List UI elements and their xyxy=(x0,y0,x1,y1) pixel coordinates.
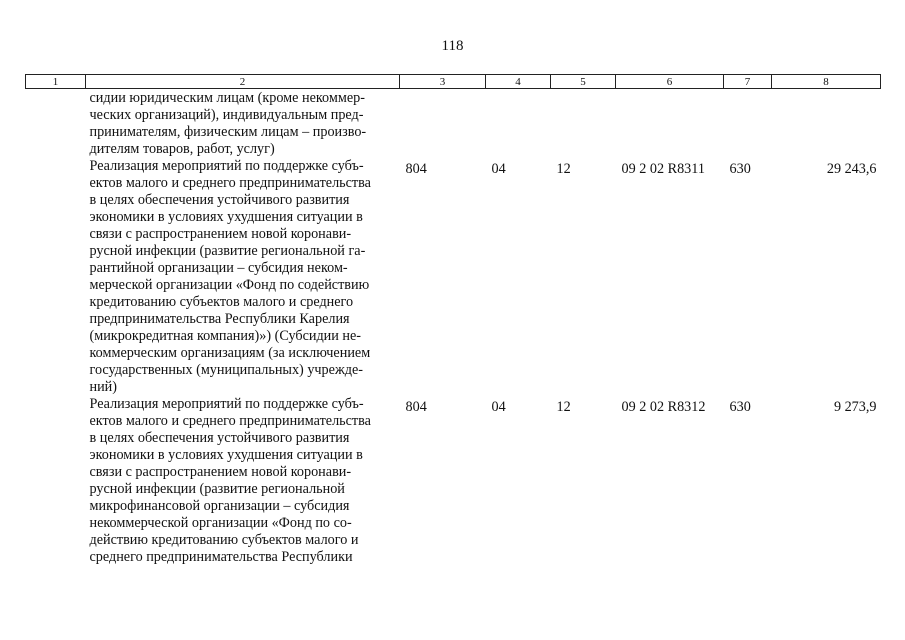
target-article-code xyxy=(616,89,724,159)
column-header-2: 2 xyxy=(86,75,400,89)
column-header-1: 1 xyxy=(26,75,86,89)
description-line: экономики в условиях ухудшения ситуации в xyxy=(89,209,363,225)
expense-type-code xyxy=(724,89,772,159)
ministry-code xyxy=(400,89,486,159)
description-line: в целях обеспечения устойчивого развития xyxy=(89,192,350,208)
description-line: дителям товаров, работ, услуг) xyxy=(89,141,275,157)
target-article-code: 09 2 02 R8311 xyxy=(621,161,705,177)
expense-description xyxy=(86,158,400,396)
ministry-code: 804 xyxy=(405,161,427,177)
subsection-code xyxy=(551,89,616,159)
column-number-header-row xyxy=(26,75,881,89)
description-line: предпринимательства Республики Карелия xyxy=(89,311,350,327)
column-header-3: 3 xyxy=(400,75,486,89)
description-line: ектов малого и среднего предпринимательства xyxy=(89,175,371,191)
table-row xyxy=(26,396,881,566)
description-line: мерческой организации «Фонд по содействию xyxy=(89,277,370,293)
description-line: принимателям, физическим лицам – произво- xyxy=(89,124,367,140)
row-index-cell xyxy=(26,396,86,566)
column-header-8: 8 xyxy=(772,75,881,89)
row-index-cell xyxy=(26,89,86,159)
column-header-6: 6 xyxy=(616,75,724,89)
description-line: рантийной организации – субсидия неком- xyxy=(89,260,348,276)
expense-description xyxy=(86,89,400,159)
expense-description xyxy=(86,396,400,566)
description-line: кредитованию субъектов малого и среднего xyxy=(89,294,354,310)
target-article-code: 09 2 02 R8312 xyxy=(621,399,706,415)
column-header-4: 4 xyxy=(486,75,551,89)
table-row xyxy=(26,89,881,159)
description-line: действию кредитованию субъектов малого и xyxy=(89,532,359,548)
description-line: связи с распространением новой коронави- xyxy=(89,464,352,480)
section-code: 04 xyxy=(491,161,506,177)
amount-value: 9 273,9 xyxy=(833,399,877,415)
description-line: государственных (муниципальных) учрежде- xyxy=(89,362,363,378)
description-line: ектов малого и среднего предпринимательства xyxy=(89,413,371,429)
description-line: сидии юридическим лицам (кроме некоммер- xyxy=(89,90,365,106)
ministry-code: 804 xyxy=(405,399,427,415)
column-header-7: 7 xyxy=(724,75,772,89)
description-line: русной инфекции (развитие региональной га- xyxy=(89,243,366,259)
description-line: (микрокредитная компания)») (Субсидии не- xyxy=(89,328,362,344)
description-line: Реализация мероприятий по поддержке субъ- xyxy=(89,158,364,174)
section-code xyxy=(486,89,551,159)
description-line: некоммерческой организации «Фонд по со- xyxy=(89,515,352,531)
description-line: среднего предпринимательства Республики xyxy=(89,549,353,565)
section-code: 04 xyxy=(491,399,506,415)
description-line: ческих организаций), индивидуальным пред- xyxy=(89,107,364,123)
amount-value: 29 243,6 xyxy=(826,161,877,177)
amount-value xyxy=(772,89,881,159)
description-line: в целях обеспечения устойчивого развития xyxy=(89,430,350,446)
expense-type-code: 630 xyxy=(729,161,751,177)
subsection-code: 12 xyxy=(556,399,571,415)
description-line: русной инфекции (развитие региональной xyxy=(89,481,345,497)
description-line: связи с распространением новой коронави- xyxy=(89,226,352,242)
expense-type-code: 630 xyxy=(729,399,751,415)
description-line: микрофинансовой организации – субсидия xyxy=(89,498,350,514)
description-line: экономики в условиях ухудшения ситуации в xyxy=(89,447,363,463)
column-header-5: 5 xyxy=(551,75,616,89)
description-line: Реализация мероприятий по поддержке субъ- xyxy=(89,396,364,412)
page-number: 118 xyxy=(441,38,464,54)
row-index-cell xyxy=(26,158,86,396)
table-row xyxy=(26,158,881,396)
budget-table xyxy=(25,74,881,566)
description-line: коммерческим организациям (за исключением xyxy=(89,345,371,361)
subsection-code: 12 xyxy=(556,161,571,177)
description-line: ний) xyxy=(89,379,118,395)
